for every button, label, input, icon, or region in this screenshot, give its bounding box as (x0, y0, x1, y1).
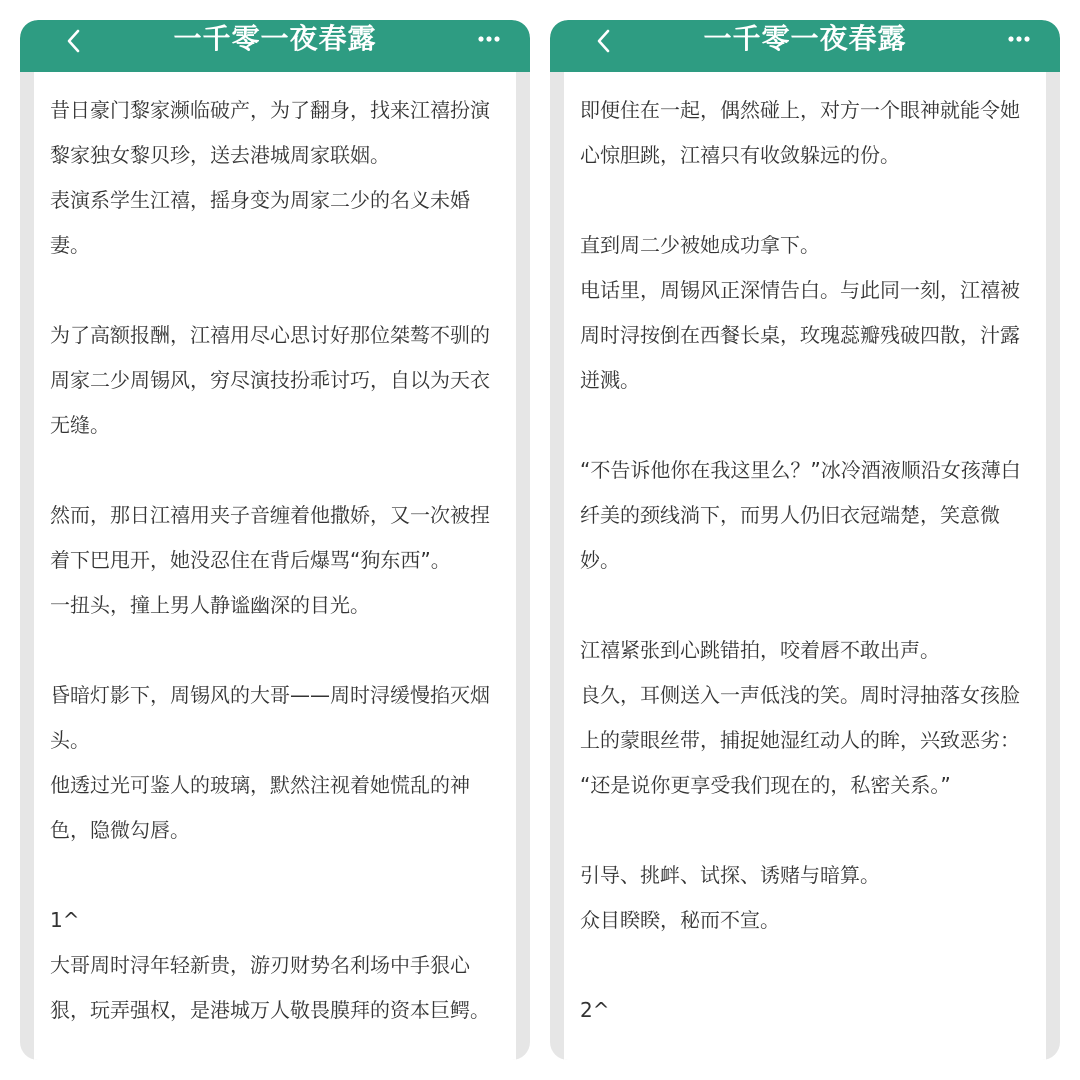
paragraph: 直到周二少被她成功拿下。 (580, 233, 820, 257)
paragraph (50, 628, 502, 673)
more-dots-icon[interactable] (1002, 28, 1036, 50)
reading-content (564, 72, 1046, 1060)
paragraph: 一扭头，撞上男人静谧幽深的目光。 (50, 593, 370, 617)
paragraph: 众目睽睽，秘而不宣。 (580, 908, 780, 932)
paragraph: 即便住在一起，偶然碰上，对方一个眼神就能令她心惊胆跳，江禧只有收敛躲远的份。 (580, 98, 1020, 167)
paragraph: 江禧紧张到心跳错拍，咬着唇不敢出声。 (580, 638, 940, 662)
paragraph (580, 808, 1032, 853)
paragraph: 1^ (50, 908, 80, 932)
paragraph: 他透过光可鉴人的玻璃，默然注视着她慌乱的神色，隐微勾唇。 (50, 773, 470, 842)
paragraph: 电话里，周锡风正深情告白。与此同一刻，江禧被周时浔按倒在西餐长桌，玫瑰蕊瓣残破四散，汁露迸溅。 (580, 278, 1020, 392)
chevron-left-icon[interactable] (590, 25, 620, 59)
paragraph (580, 943, 1032, 988)
paragraph: “还是说你更享受我们现在的，私密关系。” (580, 773, 951, 797)
paragraph: 表演系学生江禧，摇身变为周家二少的名义未婚妻。 (50, 188, 470, 257)
phone-screenshot-right (550, 20, 1060, 1060)
paragraph: 2^ (580, 998, 610, 1022)
paragraph: 良久，耳侧送入一声低浅的笑。周时浔抽落女孩脸上的蒙眼丝带，捕捉她湿红动人的眸，兴致恶劣： (580, 683, 1020, 752)
paragraph: 大哥周时浔年轻新贵，游刃财势名利场中手狠心狠，玩弄强权，是港城万人敬畏膜拜的资本巨鳄。 (50, 953, 490, 1022)
article-text (34, 72, 516, 1033)
more-dots-icon[interactable] (472, 28, 506, 50)
paragraph: 昏暗灯影下，周锡风的大哥——周时浔缓慢掐灭烟头。 (50, 683, 490, 752)
paragraph (580, 403, 1032, 448)
paragraph (580, 583, 1032, 628)
paragraph: 引导、挑衅、试探、诱赌与暗算。 (580, 863, 880, 887)
paragraph: “不告诉他你在我这里么？”冰冷酒液顺沿女孩薄白纤美的颈线淌下，而男人仍旧衣冠端楚，笑意微妙。 (580, 458, 1021, 572)
paragraph (580, 178, 1032, 223)
paragraph (50, 853, 502, 898)
paragraph (50, 268, 502, 313)
article-text (564, 72, 1046, 1033)
reading-content (34, 72, 516, 1060)
phone-screenshot-left (20, 20, 530, 1060)
app-header (550, 20, 1060, 72)
paragraph (50, 448, 502, 493)
paragraph: 为了高额报酬，江禧用尽心思讨好那位桀骜不驯的周家二少周锡风，穷尽演技扮乖讨巧，自以为天衣无缝。 (50, 323, 490, 437)
page-title: 一千零一夜春露 (173, 22, 377, 55)
app-header (20, 20, 530, 72)
chevron-left-icon[interactable] (60, 25, 90, 59)
paragraph: 然而，那日江禧用夹子音缠着他撒娇，又一次被捏着下巴甩开，她没忍住在背后爆骂“狗东西”。 (50, 503, 490, 572)
paragraph: 昔日豪门黎家濒临破产，为了翻身，找来江禧扮演黎家独女黎贝珍，送去港城周家联姻。 (50, 98, 490, 167)
page-title: 一千零一夜春露 (703, 22, 907, 55)
